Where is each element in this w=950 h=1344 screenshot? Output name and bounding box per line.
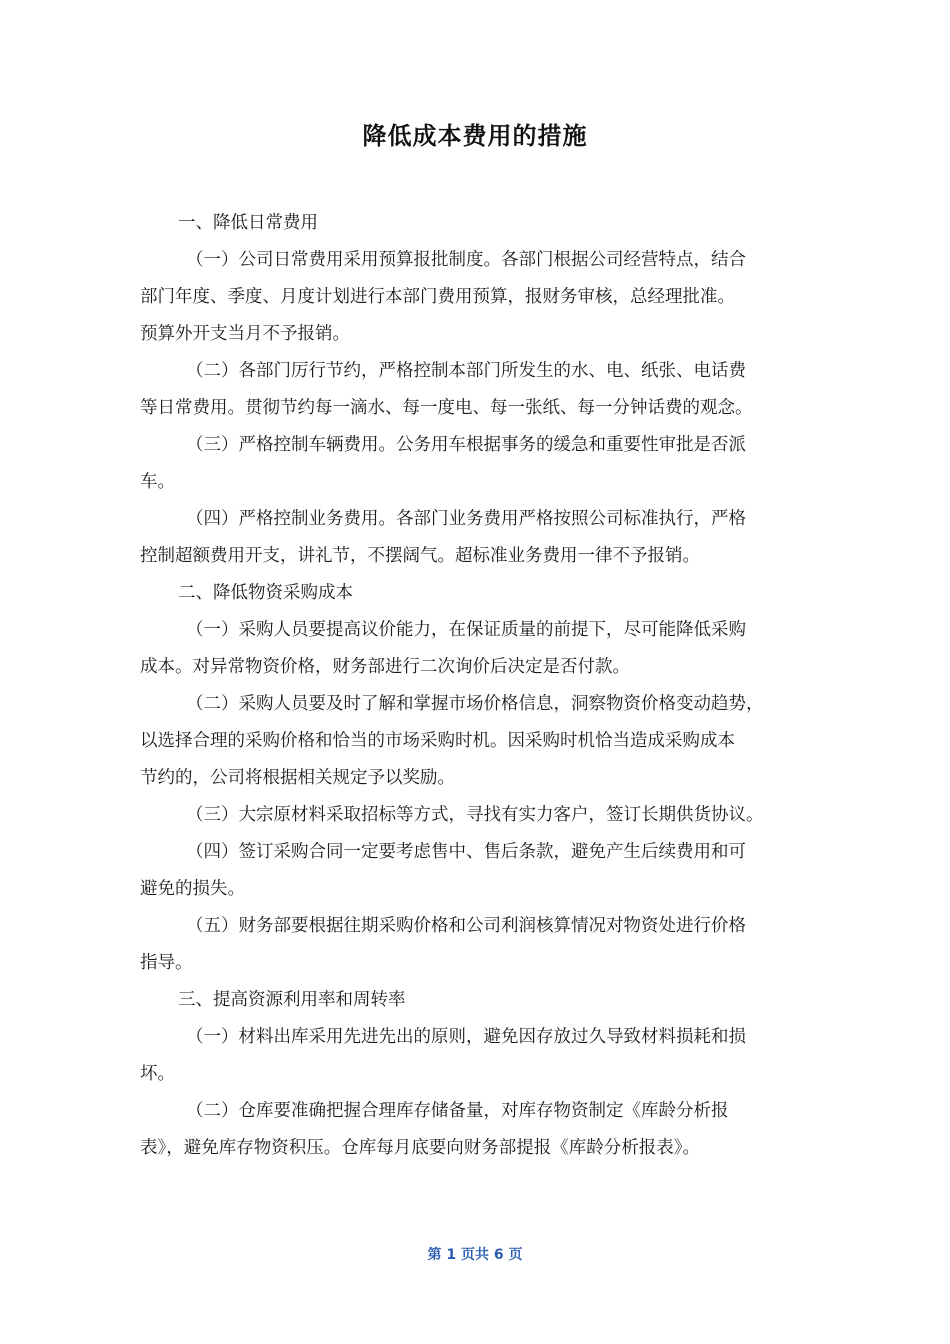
page-number-footer: 第 1 页共 6 页 <box>427 1247 523 1263</box>
document-title: 降低成本费用的措施 <box>362 122 588 150</box>
paragraph-line: 车。 <box>140 472 175 492</box>
paragraph-line: 指导。 <box>140 953 193 973</box>
paragraph-line: （四）严格控制业务费用。各部门业务费用严格按照公司标准执行，严格 <box>186 509 746 529</box>
paragraph-line: （一）公司日常费用采用预算报批制度。各部门根据公司经营特点，结合 <box>186 250 746 270</box>
paragraph-line: 控制超额费用开支，讲礼节，不摆阔气。超标准业务费用一律不予报销。 <box>140 546 700 566</box>
paragraph-line: 节约的，公司将根据相关规定予以奖励。 <box>140 768 455 788</box>
paragraph-line: （一）材料出库采用先进先出的原则，避免因存放过久导致材料损耗和损 <box>186 1027 746 1047</box>
paragraph-line: 坏。 <box>140 1064 175 1084</box>
paragraph-line: 表》，避免库存物资积压。仓库每月底要向财务部提报《库龄分析报表》。 <box>140 1138 700 1158</box>
paragraph-line: 成本。对异常物资价格，财务部进行二次询价后决定是否付款。 <box>140 657 630 677</box>
paragraph-line: （二）仓库要准确把握合理库存储备量，对库存物资制定《库龄分析报 <box>186 1101 729 1121</box>
paragraph-line: 避免的损失。 <box>140 879 245 899</box>
paragraph-line: （二）采购人员要及时了解和掌握市场价格信息，洞察物资价格变动趋势， <box>186 694 764 714</box>
paragraph-line: （四）签订采购合同一定要考虑售中、售后条款，避免产生后续费用和可 <box>186 842 746 862</box>
paragraph-line: （三）严格控制车辆费用。公务用车根据事务的缓急和重要性审批是否派 <box>186 435 746 455</box>
paragraph-line: （五）财务部要根据往期采购价格和公司利润核算情况对物资处进行价格 <box>186 916 746 936</box>
paragraph-line: （二）各部门厉行节约，严格控制本部门所发生的水、电、纸张、电话费 <box>186 361 746 381</box>
paragraph-line: 预算外开支当月不予报销。 <box>140 324 350 344</box>
document-body <box>140 205 815 1167</box>
paragraph-line: 部门年度、季度、月度计划进行本部门费用预算，报财务审核，总经理批准。 <box>140 287 735 307</box>
section-heading: 三、提高资源利用率和周转率 <box>178 990 406 1010</box>
paragraph-line: （一）采购人员要提高议价能力，在保证质量的前提下，尽可能降低采购 <box>186 620 746 640</box>
paragraph-line: （三）大宗原材料采取招标等方式，寻找有实力客户，签订长期供货协议。 <box>186 805 764 825</box>
paragraph-line: 等日常费用。贯彻节约每一滴水、每一度电、每一张纸、每一分钟话费的观念。 <box>140 398 753 418</box>
paragraph-line: 以选择合理的采购价格和恰当的市场采购时机。因采购时机恰当造成采购成本 <box>140 731 735 751</box>
section-heading: 二、降低物资采购成本 <box>178 583 353 603</box>
section-heading: 一、降低日常费用 <box>178 213 318 233</box>
